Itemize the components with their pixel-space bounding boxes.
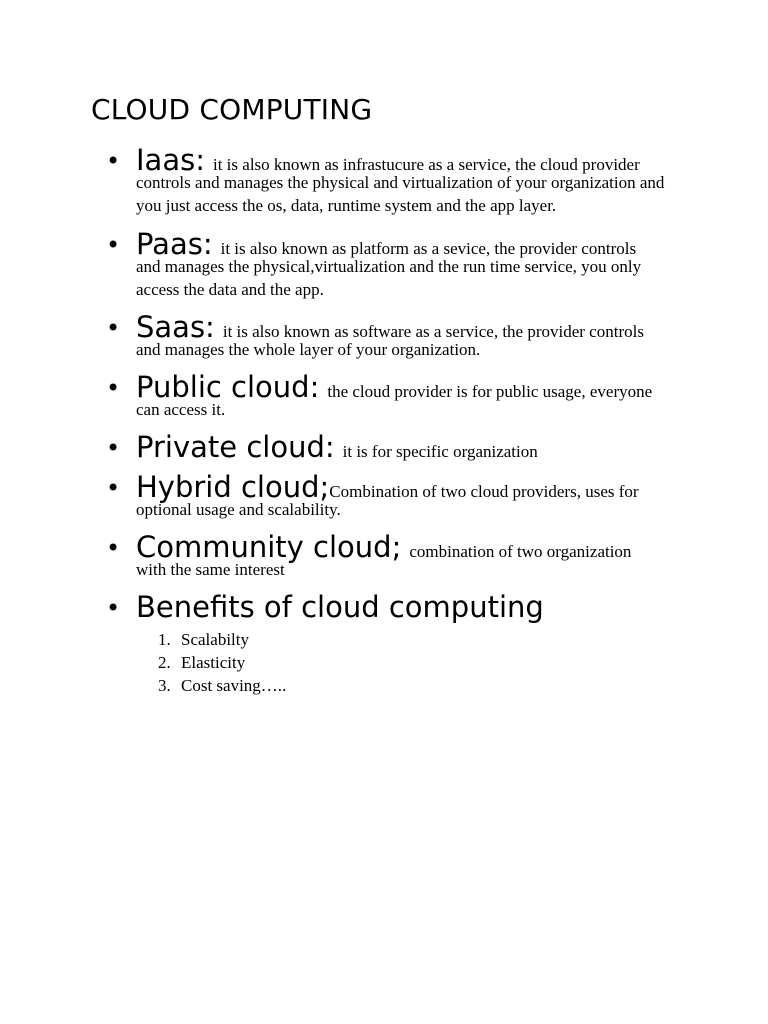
benefit-text: Scalabilty	[181, 630, 249, 649]
bullet-icon: •	[106, 374, 121, 402]
item-term: Public cloud:	[136, 370, 320, 404]
item-description-lead: it is also known as platform as a sevice, the provider controls	[220, 239, 637, 258]
item-description-rest: with the same interest	[136, 560, 285, 579]
benefits-list	[136, 628, 686, 697]
benefit-number: 1.	[158, 630, 171, 649]
benefit-item	[136, 674, 686, 697]
bullet-icon: •	[106, 147, 121, 175]
benefit-number: 3.	[158, 676, 171, 695]
item-description-rest: and manages the physical,virtualization and the run time service, you only access the data and the app.	[136, 257, 642, 299]
list-item-saas	[106, 310, 686, 370]
bullet-icon: •	[106, 314, 121, 342]
item-term: Saas:	[136, 310, 215, 344]
item-term: Iaas:	[136, 143, 205, 177]
bullet-icon: •	[106, 231, 121, 259]
item-description-rest: can access it.	[136, 400, 226, 419]
item-description-lead: it is also known as infrastucure as a service, the cloud provider	[212, 155, 640, 174]
benefit-item	[136, 628, 686, 651]
list-item-hybrid-cloud	[106, 470, 686, 530]
item-term: Paas:	[136, 227, 213, 261]
list-item-public-cloud	[106, 370, 686, 430]
item-description-rest: optional usage and scalability.	[136, 500, 341, 519]
item-description-rest: and manages the whole layer of your organization.	[136, 340, 481, 359]
item-description-lead: it is also known as software as a service, the provider controls	[222, 322, 644, 341]
list-item-community-cloud	[106, 530, 686, 590]
item-term: Community cloud;	[136, 530, 402, 564]
cloud-topics-list	[106, 143, 686, 697]
item-term: Benefits of cloud computing	[136, 590, 544, 624]
item-term: Hybrid cloud;	[136, 470, 330, 504]
bullet-icon: •	[106, 534, 121, 562]
document-title: CLOUD COMPUTING	[91, 93, 373, 126]
list-item-benefits	[106, 590, 686, 697]
item-term: Private cloud:	[136, 430, 335, 464]
item-description-lead: it is for specific organization	[342, 442, 538, 461]
benefit-text: Elasticity	[181, 653, 246, 672]
list-item-iaas	[106, 143, 686, 227]
item-description-lead: the cloud provider is for public usage, everyone	[327, 382, 653, 401]
list-item-paas	[106, 227, 686, 310]
benefit-text: Cost saving…..	[181, 676, 287, 695]
benefit-number: 2.	[158, 653, 171, 672]
bullet-icon: •	[106, 434, 121, 462]
list-item-private-cloud	[106, 430, 686, 470]
item-description-rest: controls and manages the physical and virtualization of your organization and you just access the os, data, runtime system and the app layer.	[136, 173, 665, 215]
bullet-icon: •	[106, 474, 121, 502]
item-description-lead: combination of two organization	[409, 542, 632, 561]
bullet-icon: •	[106, 594, 121, 622]
benefit-item	[136, 651, 686, 674]
item-description-lead: Combination of two cloud providers, uses for	[329, 482, 639, 501]
